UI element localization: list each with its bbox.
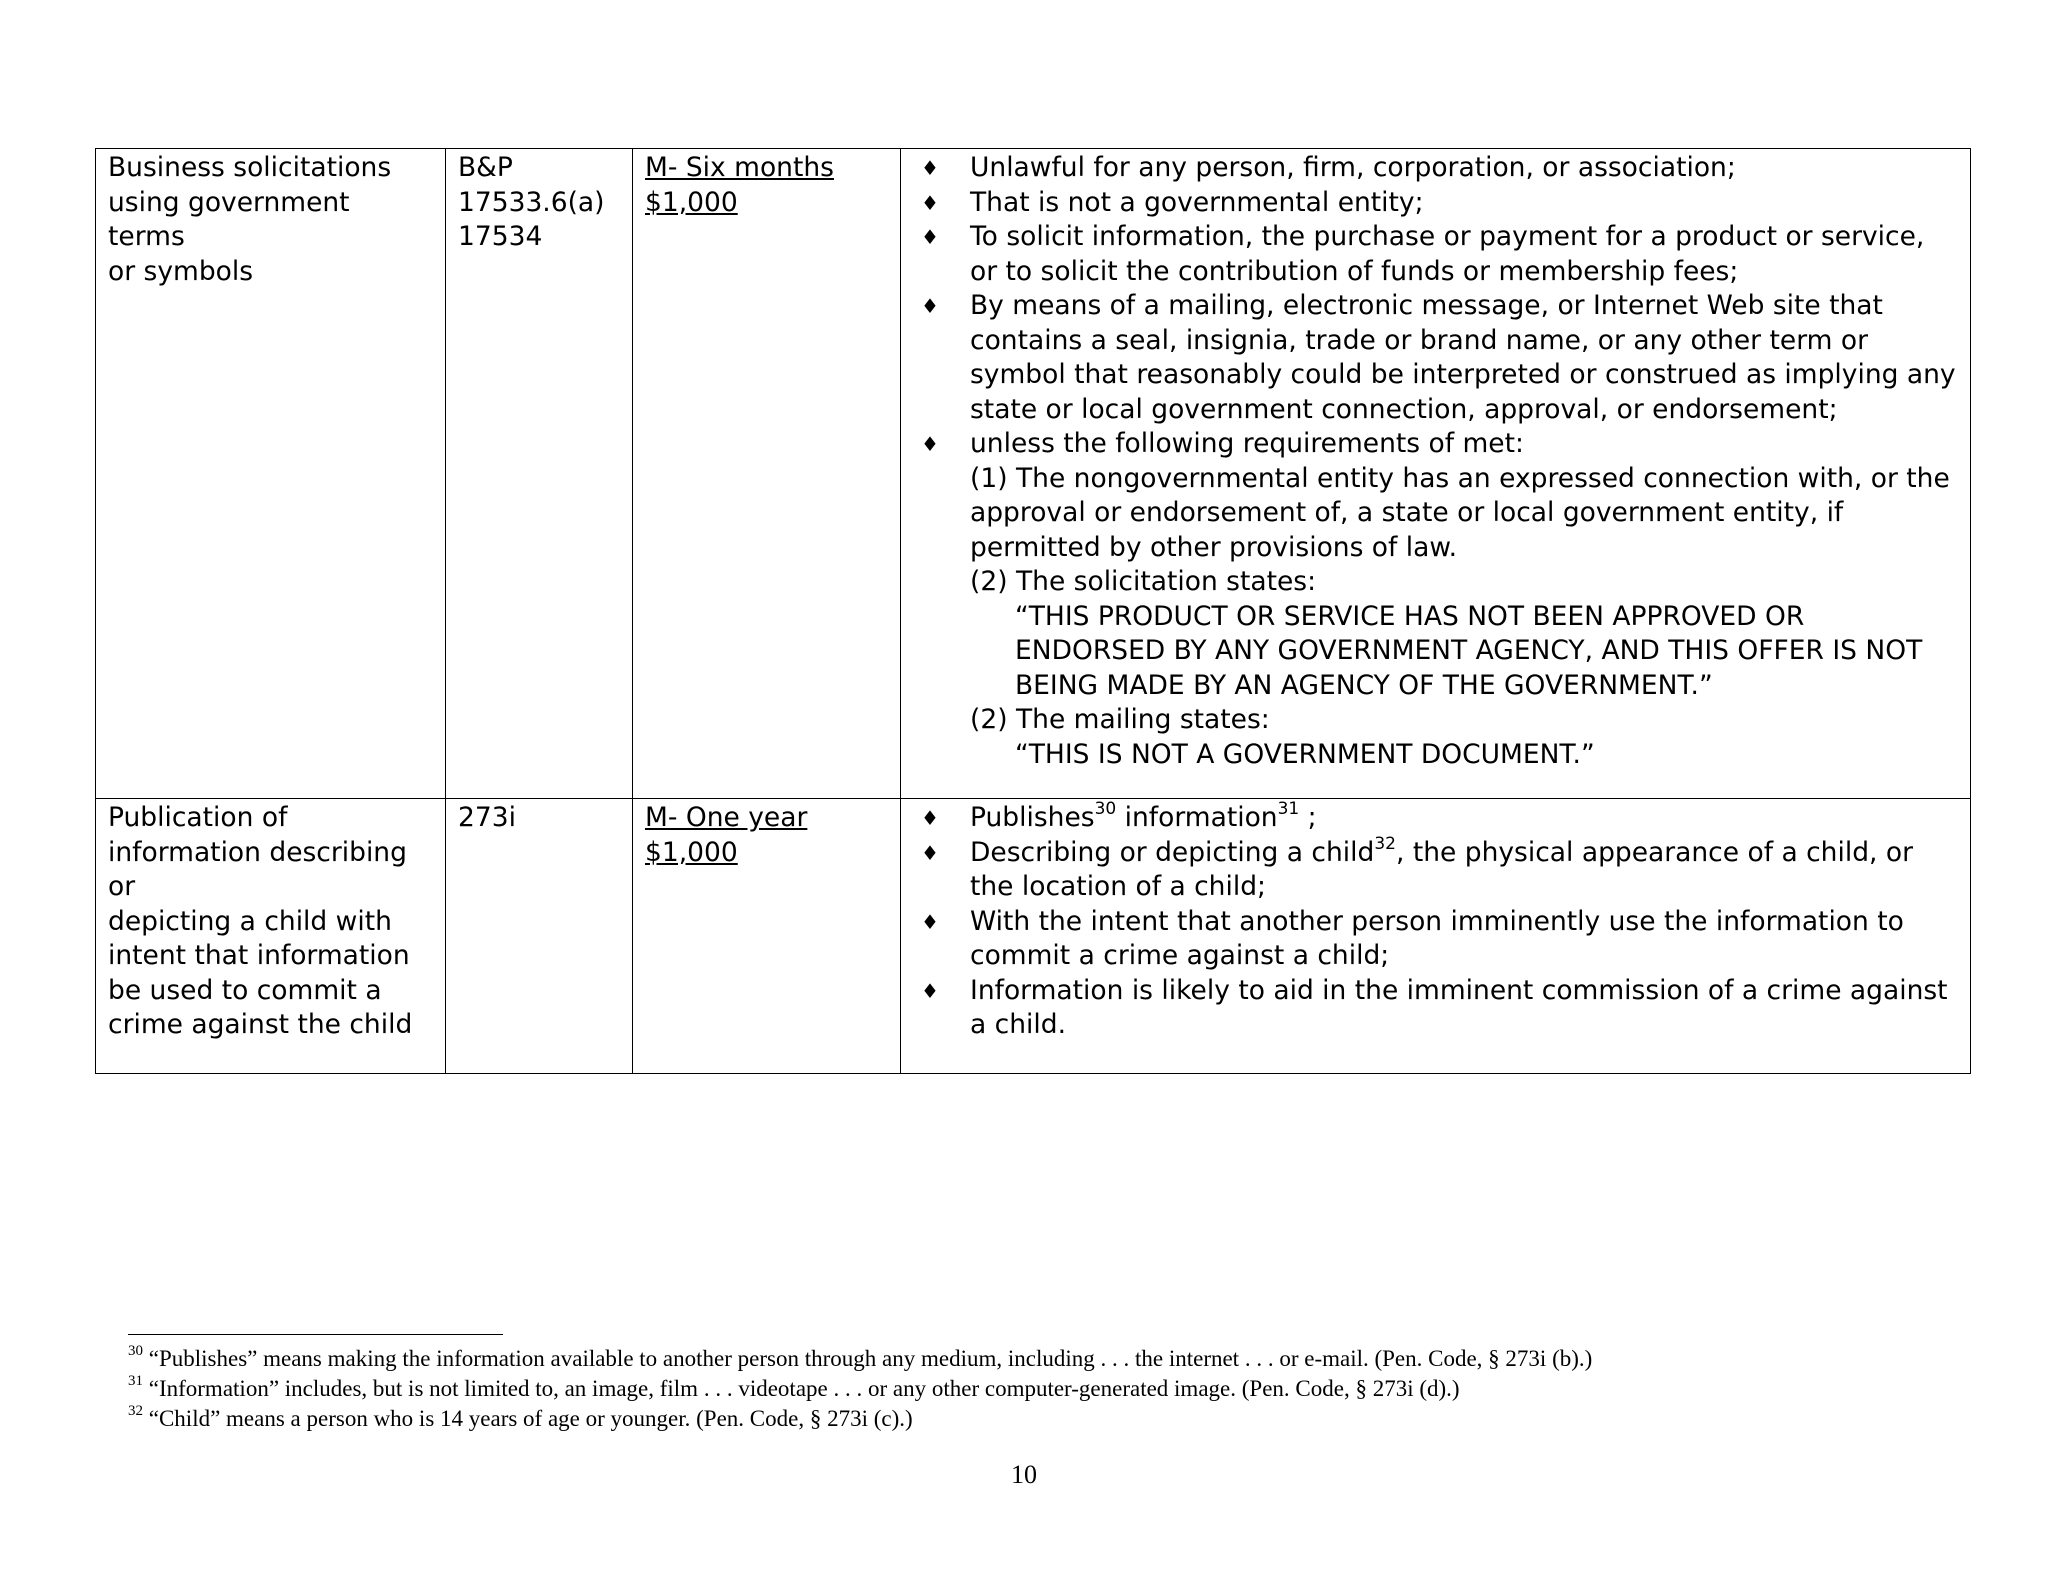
list-item: ♦ That is not a governmental entity; (913, 186, 1958, 221)
table-row (96, 799, 1971, 1074)
required-statement-line: ENDORSED BY ANY GOVERNMENT AGENCY, AND THIS OFFER IS NOT (1015, 635, 1923, 666)
diamond-bullet-icon: ♦ (921, 978, 939, 1003)
penalty-term: M- One year (645, 802, 808, 833)
code-section: 273i (458, 802, 516, 833)
requirement-3: (2) The mailing states: (970, 704, 1270, 735)
offense-text: Publication of (108, 802, 288, 833)
diamond-bullet-icon: ♦ (921, 156, 939, 180)
list-item: ♦ Describing or depicting a child$^{32}$, the physical appearance of a child, or the location of a child; (921, 833, 1913, 902)
list-item: ♦ Information is likely to aid in the imminent commission of a crime against a child. (921, 974, 1948, 1040)
penal-code-table (95, 148, 1971, 1074)
diamond-bullet-icon: ♦ (921, 294, 939, 318)
diamond-bullet-icon: ♦ (921, 806, 939, 830)
footnote: $^{31}$ “Information” includes, but is not limited to, an image, film . . . videotape . . . or any other computer-generated image. (Pen. Code, § 273i (d).) (128, 1373, 1460, 1401)
offense-text: or symbols (108, 255, 254, 287)
elements-cell (901, 149, 1971, 799)
elements-cell (901, 799, 1971, 1074)
requirement-1: (1) The nongovernmental entity has an expressed connection with, or the approval or endorsement of, a state or local government entity, if permitted by other provisions of law. (970, 462, 1950, 563)
code-section-cell (446, 799, 633, 1074)
penalty-fine: $1,000 (645, 186, 738, 218)
code-section: 17533.6(a) (458, 186, 605, 218)
code-section: 17534 (458, 221, 543, 252)
footnote-ref[interactable]: 31 (1277, 799, 1300, 820)
penalty-cell (633, 799, 901, 1074)
offense-cell (96, 149, 446, 799)
footnote: $^{30}$ “Publishes” means making the information available to another person through any medium, including . . . the internet . . . or e-mail. (Pen. Code, § 273i (b).) (128, 1343, 1593, 1371)
offense-text: information describing or (108, 836, 407, 902)
diamond-bullet-icon: ♦ (921, 225, 939, 249)
footnote: $^{32}$ “Child” means a person who is 14 years of age or younger. (Pen. Code, § 273i (c).) (128, 1403, 913, 1431)
diamond-bullet-icon: ♦ (921, 432, 939, 456)
requirement-2: (2) The solicitation states: (970, 566, 1317, 597)
elements-list (913, 151, 1958, 462)
diamond-bullet-icon: ♦ (921, 840, 939, 865)
footnote-ref[interactable]: 30 (1094, 799, 1117, 820)
offense-text: Business solicitations (108, 152, 392, 183)
offense-text: be used to commit a (108, 974, 382, 1006)
list-item: ♦ unless the following requirements of met: (913, 427, 1958, 462)
offense-text: using government terms (108, 186, 350, 252)
offense-text: crime against the child (108, 1009, 413, 1040)
penalty-term: M- Six months (645, 152, 834, 183)
required-statement-line: “THIS PRODUCT OR SERVICE HAS NOT BEEN APPROVED OR (1015, 600, 1805, 632)
list-item: ♦ Publishes$^{30}$ information$^{31}$ ; (913, 801, 1958, 836)
offense-cell (96, 799, 446, 1074)
list-item: ♦ With the intent that another person imminently use the information to commit a crime against a child; (921, 905, 1904, 971)
code-section-cell (446, 149, 633, 799)
penalty-cell (633, 149, 901, 799)
offense-text: intent that information (108, 940, 410, 971)
page-number: 10 (1011, 1460, 1037, 1489)
required-statement-line: BEING MADE BY AN AGENCY OF THE GOVERNMENT.” (1015, 669, 1713, 701)
diamond-bullet-icon: ♦ (921, 190, 939, 215)
footnotes (128, 1344, 1928, 1434)
list-item: ♦ To solicit information, the purchase or payment for a product or service, or to solicit the contribution of funds or membership fees; (921, 221, 1925, 287)
table-row (96, 149, 1971, 799)
footnote-separator (128, 1334, 503, 1335)
offense-text: depicting a child with (108, 905, 392, 937)
footnote-ref[interactable]: 32 (1374, 833, 1396, 854)
list-item: ♦ Unlawful for any person, firm, corporation, or association; (913, 151, 1958, 186)
code-section: B&P (458, 152, 513, 183)
required-statement-line: “THIS IS NOT A GOVERNMENT DOCUMENT.” (1015, 738, 1595, 770)
list-item: ♦ By means of a mailing, electronic message, or Internet Web site that contains a seal, insignia, trade or brand name, or any other term or symbol that reasonably could be interpreted or construed as implying any state or local government connection, approval, or endorsement; (921, 290, 1956, 425)
elements-list (913, 801, 1958, 1043)
diamond-bullet-icon: ♦ (921, 909, 939, 934)
penalty-fine: $1,000 (645, 836, 738, 868)
